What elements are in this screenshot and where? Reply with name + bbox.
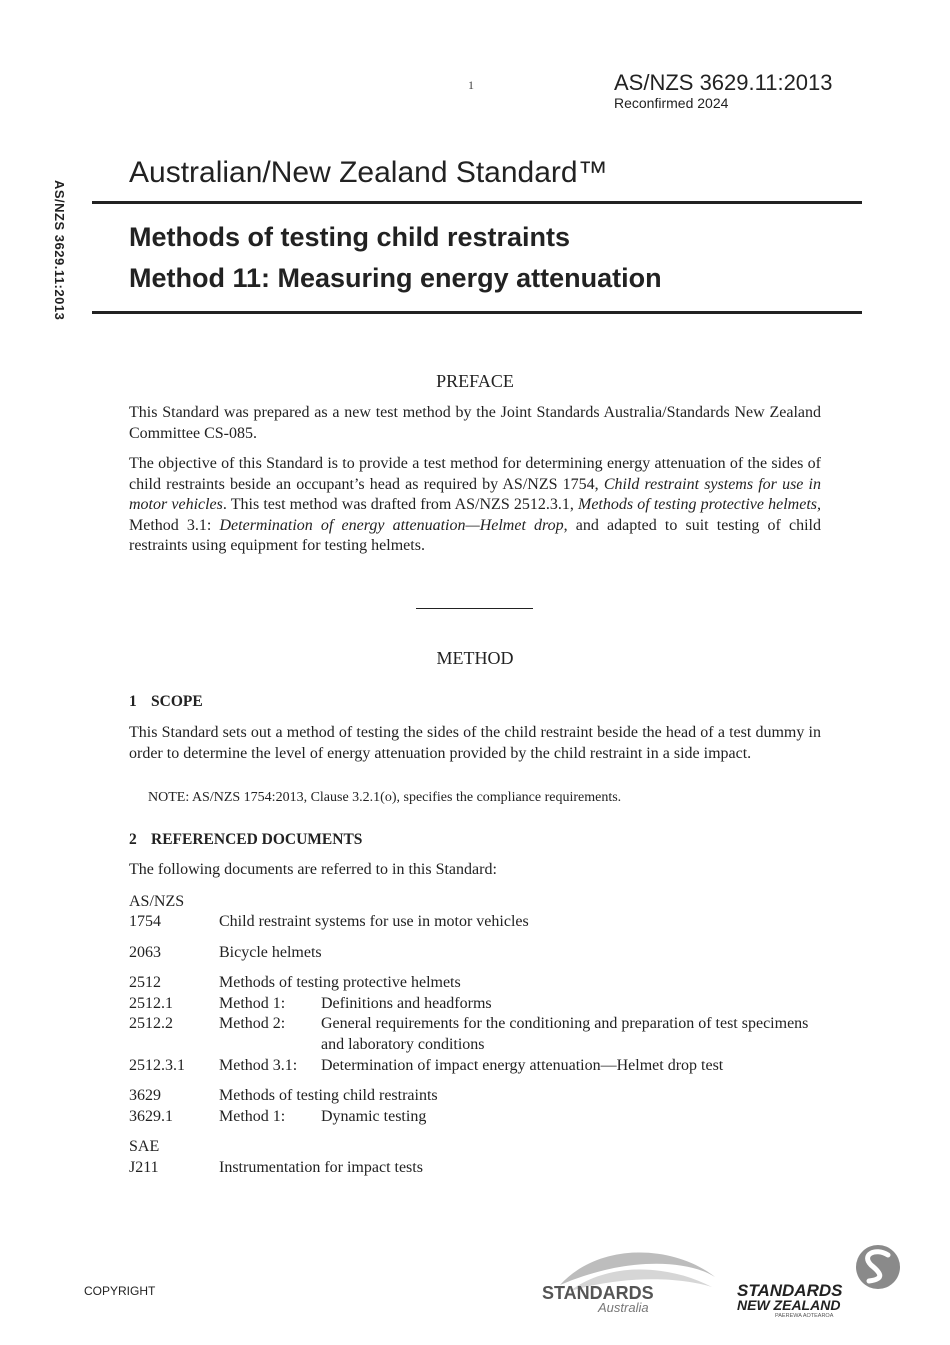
- main-title: Methods of testing child restraints: [129, 222, 571, 252]
- logo-text-line2: Australia: [598, 1300, 649, 1315]
- group-label: SAE: [129, 1138, 160, 1155]
- preface-paragraph-2: [129, 454, 821, 557]
- logo-text-line1: STANDARDS: [542, 1283, 654, 1303]
- reference-row: [129, 994, 829, 1015]
- reference-code: 3629: [129, 1087, 161, 1104]
- reference-code: 3629.1: [129, 1108, 173, 1125]
- reference-method: Method 3.1:: [219, 1057, 298, 1074]
- logo-text-line2: NEW ZEALAND: [737, 1297, 841, 1313]
- reference-title: Methods of testing child restraints: [219, 1087, 438, 1104]
- group-label: AS/NZS: [129, 893, 185, 910]
- preface-text: , and adapted to suit testing of child restraints using equipment for testing helmets.: [129, 516, 821, 555]
- reference-row: [129, 973, 829, 994]
- section-number: 2: [129, 831, 137, 848]
- method-heading: METHOD: [436, 648, 514, 668]
- section-title: SCOPE: [151, 693, 203, 710]
- references-heading: [129, 831, 362, 849]
- section-number: 1: [129, 693, 137, 710]
- reference-title: Instrumentation for impact tests: [219, 1159, 423, 1176]
- reference-group-label: [129, 892, 829, 913]
- reconfirmed-label: Reconfirmed 2024: [614, 95, 729, 111]
- reference-title: Bicycle helmets: [219, 944, 322, 961]
- reference-title: Definitions and headforms: [321, 995, 492, 1012]
- section-title: REFERENCED DOCUMENTS: [151, 831, 363, 848]
- scope-heading: [129, 693, 203, 711]
- title-rule-top: [92, 201, 862, 204]
- sub-title: Method 11: Measuring energy attenuation: [129, 263, 662, 293]
- reference-row: [129, 1056, 829, 1077]
- preface-paragraph-1: This Standard was prepared as a new test method by the Joint Standards Australia/Standards New Zealand Committee CS-085.: [129, 404, 821, 442]
- page-number: 1: [468, 78, 474, 92]
- scope-note: NOTE: AS/NZS 1754:2013, Clause 3.2.1(o), specifies the compliance requirements.: [148, 790, 622, 805]
- copyright-label: COPYRIGHT: [84, 1284, 156, 1298]
- reference-code: 2512.2: [129, 1015, 173, 1032]
- reference-group-label: [129, 1137, 829, 1158]
- reference-row: [129, 943, 829, 964]
- preface-heading: PREFACE: [436, 371, 514, 391]
- reference-code: J211: [129, 1159, 159, 1176]
- references-intro: The following documents are referred to in this Standard:: [129, 861, 497, 878]
- side-standard-label: AS/NZS 3629.11:2013: [52, 180, 67, 321]
- preface-text: Method 3.1:: [129, 516, 220, 534]
- cited-title: Determination of energy attenuation—Helmet drop: [219, 516, 564, 534]
- reference-row: [129, 912, 829, 933]
- reference-method: Method 1:: [219, 1108, 286, 1125]
- scope-paragraph: This Standard sets out a method of testing the sides of the child restraint beside the head of a test dummy in order to determine the level of energy attenuation provided by the child restraint in a side impact.: [129, 724, 821, 762]
- standard-number: AS/NZS 3629.11:2013: [614, 70, 833, 95]
- reference-row: [129, 1086, 829, 1107]
- cited-title: Methods of testing protective helmets,: [578, 496, 821, 514]
- reference-row: [129, 1014, 829, 1056]
- logo-text-line3: PAEREWA AOTEAROA: [775, 1313, 834, 1318]
- reference-title: Determination of impact energy attenuation—Helmet drop test: [321, 1057, 724, 1074]
- section-divider: [416, 608, 533, 609]
- reference-row: [129, 1107, 829, 1128]
- reference-title: Child restraint systems for use in motor vehicles: [219, 913, 529, 930]
- preface-text: . This test method was drafted from AS/NZS 2512.3.1,: [222, 496, 578, 514]
- reference-code: 1754: [129, 913, 161, 930]
- preface-text: The objective of this Standard is to provide a test method for determining energy attenuation of the sides of child restraints beside an occupant’s head as required by AS/NZS 1754,: [129, 455, 821, 493]
- reference-title: Methods of testing protective helmets: [219, 974, 461, 991]
- cited-title: Child restraint systems for use in motor vehicles: [129, 475, 821, 514]
- reference-row: [129, 1158, 829, 1179]
- title-rule-bottom: [92, 311, 862, 314]
- standards-australia-logo: [540, 1247, 720, 1315]
- reference-code: 2512.3.1: [129, 1057, 185, 1074]
- reference-code: 2063: [129, 944, 161, 961]
- reference-title: General requirements for the conditioning and preparation of test specimens and laboratory conditions: [321, 1015, 809, 1053]
- standards-new-zealand-logo: [735, 1243, 905, 1318]
- reference-code: 2512.1: [129, 995, 173, 1012]
- logo-text-line1: STANDARDS: [737, 1281, 843, 1300]
- reference-title: Dynamic testing: [321, 1108, 427, 1125]
- reference-method: Method 2:: [219, 1015, 286, 1032]
- reference-code: 2512: [129, 974, 161, 991]
- series-title: Australian/New Zealand Standard™: [129, 156, 608, 189]
- reference-method: Method 1:: [219, 995, 286, 1012]
